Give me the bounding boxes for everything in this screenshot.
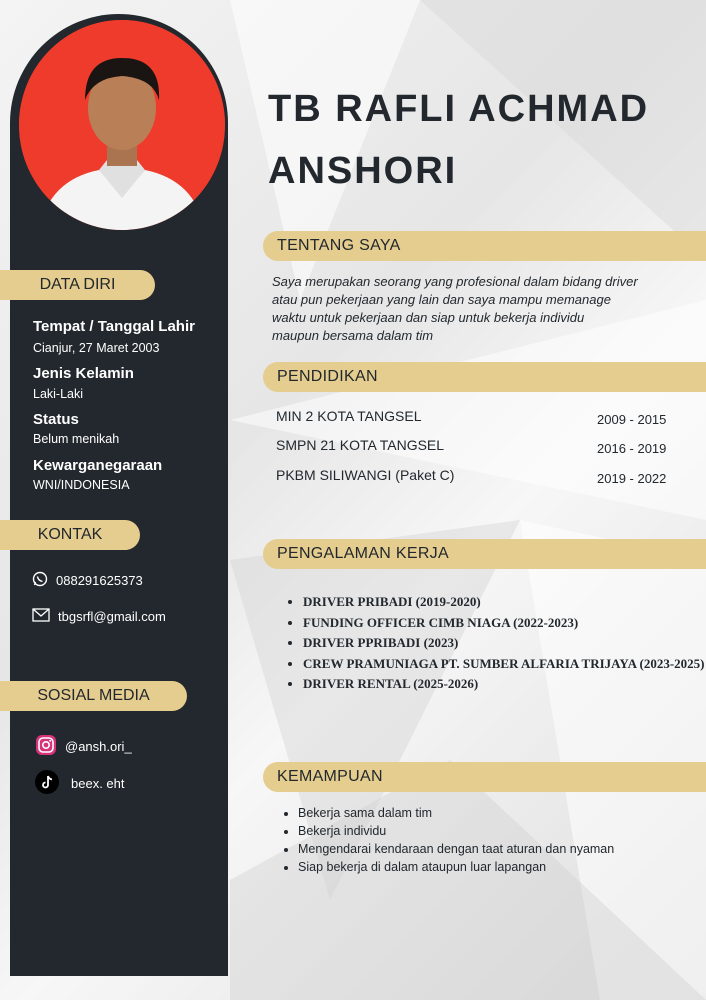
data-diri-header	[0, 270, 155, 300]
work-experience-list	[283, 592, 706, 695]
education-school: SMPN 21 KOTA TANGSEL	[276, 437, 445, 453]
about-line: atau pun pekerjaan yang lain dan saya mampu memanage	[272, 292, 611, 307]
education-years: 2019 - 2022	[597, 471, 667, 486]
tiktok-handle: beex. eht	[71, 776, 125, 791]
field-label-status: Status	[33, 411, 79, 428]
phone-number: 088291625373	[56, 573, 143, 588]
list-item: • Bekerja sama dalam tim	[298, 804, 698, 822]
list-item: • Mengendarai kendaraan dengan taat aturan dan nyaman	[298, 840, 698, 858]
education-school: MIN 2 KOTA TANGSEL	[276, 408, 422, 424]
pendidikan-title: PENDIDIKAN	[277, 368, 378, 385]
pengalaman-title: PENGALAMAN KERJA	[277, 545, 449, 562]
whatsapp-icon	[32, 571, 48, 590]
sosial-media-header	[0, 681, 187, 711]
email-address: tbgsrfl@gmail.com	[58, 609, 166, 624]
field-value-status: Belum menikah	[33, 432, 120, 446]
education-school: PKBM SILIWANGI (Paket C)	[276, 467, 455, 483]
about-line: waktu untuk pekerjaan dan siap untuk bekerja individu	[272, 310, 585, 325]
name-line-2: ANSHORI	[268, 150, 458, 192]
field-label-birth: Tempat / Tanggal Lahir	[33, 318, 195, 335]
email-contact[interactable]	[32, 608, 166, 625]
data-diri-title: DATA DIRI	[39, 276, 116, 293]
skills-list	[280, 804, 698, 876]
tentang-title: TENTANG SAYA	[277, 237, 401, 254]
mail-icon	[32, 608, 50, 625]
list-item: • CREW PRAMUNIAGA PT. SUMBER ALFARIA TRIJAYA (2023-2025)	[303, 654, 706, 675]
field-value-citizenship: WNI/INDONESIA	[33, 478, 130, 492]
profile-photo	[17, 18, 227, 232]
instagram-handle: @ansh.ori_	[65, 739, 132, 754]
list-item: • Siap bekerja di dalam ataupun luar lapangan	[298, 858, 698, 876]
list-item: • DRIVER PPRIBADI (2023)	[303, 633, 706, 654]
education-years: 2009 - 2015	[597, 412, 667, 427]
field-value-gender: Laki-Laki	[33, 387, 84, 401]
kontak-header	[0, 520, 140, 550]
full-name	[268, 78, 688, 202]
tiktok-contact[interactable]	[35, 770, 125, 797]
list-item: • DRIVER PRIBADI (2019-2020)	[303, 592, 706, 613]
about-line: Saya merupakan seorang yang profesional dalam bidang driver	[272, 274, 638, 289]
field-label-citizenship: Kewarganegaraan	[33, 457, 163, 474]
field-label-gender: Jenis Kelamin	[33, 365, 134, 382]
education-years: 2016 - 2019	[597, 441, 667, 456]
list-item: • Bekerja individu	[298, 822, 698, 840]
sosial-media-title: SOSIAL MEDIA	[37, 687, 150, 704]
list-item: • FUNDING OFFICER CIMB NIAGA (2022-2023)	[303, 613, 706, 634]
list-item: • DRIVER RENTAL (2025-2026)	[303, 674, 706, 695]
instagram-icon	[35, 734, 57, 759]
name-line-1: TB RAFLI ACHMAD	[268, 88, 650, 130]
kontak-title: KONTAK	[37, 526, 103, 543]
tiktok-icon	[35, 770, 59, 797]
about-text	[272, 273, 692, 345]
about-line: maupun bersama dalam tim	[272, 328, 434, 343]
kemampuan-title: KEMAMPUAN	[277, 768, 383, 785]
instagram-contact[interactable]	[35, 734, 132, 759]
phone-contact[interactable]	[32, 571, 143, 590]
field-value-birth: Cianjur, 27 Maret 2003	[33, 341, 160, 355]
